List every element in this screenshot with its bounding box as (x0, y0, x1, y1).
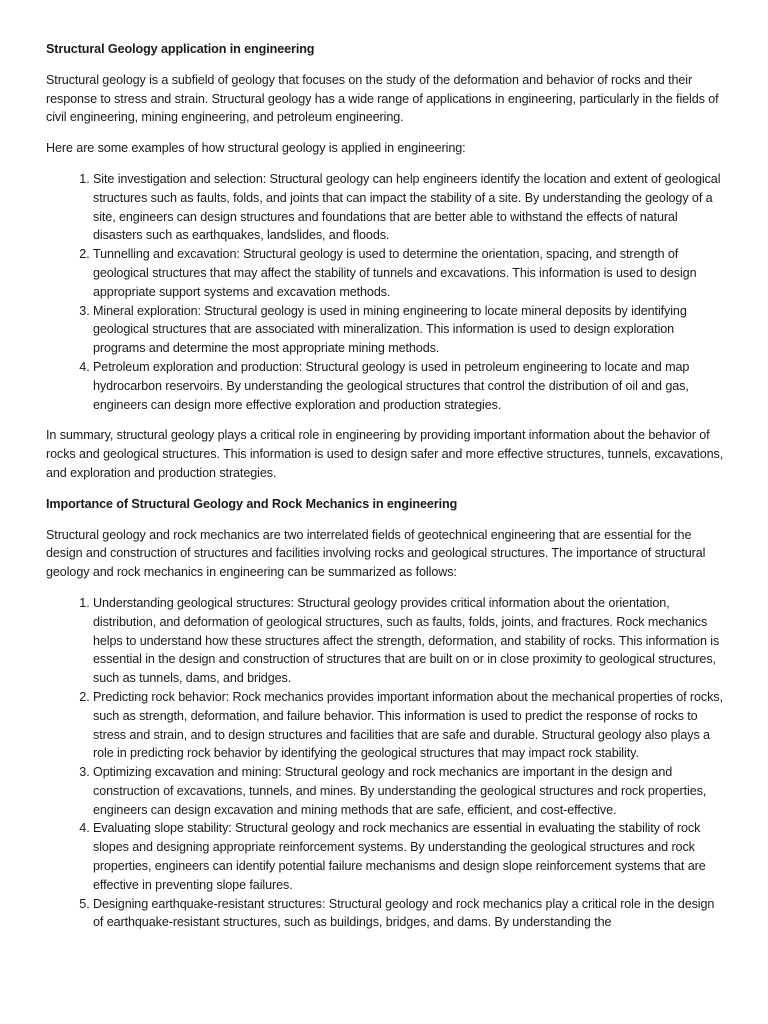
list-item: 2. Tunnelling and excavation: Structural geology is used to determine the orientation, spacing, and strength of geological structures that may affect the stability of tunnels and excavations. This information is used to design appropriate support systems and excavation methods. (93, 245, 726, 301)
list-item: 3. Optimizing excavation and mining: Structural geology and rock mechanics are important in the design and construction of excavations, tunnels, and mines. By understanding the geological structures and rock properties, engineers can design excavation and mining methods that are safe, efficient, and cost-effective. (93, 763, 726, 819)
list-item: 2. Predicting rock behavior: Rock mechanics provides important information about the mechanical properties of rocks, such as strength, deformation, and failure behavior. This information is used to predict the response of rocks to stress and strain, and to design structures and facilities that are safe and durable. Structural geology also plays a role in predicting rock behavior by identifying the geological structures that may impact rock stability. (93, 688, 726, 763)
section-2-list (46, 594, 726, 932)
section-2-intro: Structural geology and rock mechanics are two interrelated fields of geotechnical engineering that are essential for the design and construction of structures and facilities involving rocks and geological structures. The importance of structural geology and rock mechanics in engineering can be summarized as follows: (46, 527, 706, 580)
list-item: 4. Petroleum exploration and production: Structural geology is used in petroleum engineering to locate and map hydrocarbon reservoirs. By understanding the geological structures that control the distribution of oil and gas, engineers can design more effective exploration and production strategies. (93, 358, 726, 414)
section-1-intro: Structural geology is a subfield of geology that focuses on the study of the deformation and behavior of rocks and their response to stress and strain. Structural geology has a wide range of applications in engineering, particularly in the fields of civil engineering, mining engineering, and petroleum engineering. (46, 72, 719, 125)
document-page (46, 40, 726, 944)
list-item: 4. Evaluating slope stability: Structural geology and rock mechanics are essential in evaluating the stability of rock slopes and designing appropriate reinforcement systems. By understanding the geological structures and rock properties, engineers can identify potential failure mechanisms and design slope reinforcement systems that are effective in preventing slope failures. (93, 819, 726, 894)
list-item: 3. Mineral exploration: Structural geology is used in mining engineering to locate mineral deposits by identifying geological structures that are associated with mineralization. This information is used to design exploration programs and determine the most appropriate mining methods. (93, 302, 726, 358)
list-item: 5. Designing earthquake-resistant structures: Structural geology and rock mechanics play a critical role in the design of earthquake-resistant structures, such as buildings, bridges, and dams. By understanding the (93, 895, 726, 933)
section-1-title: Structural Geology application in engineering (46, 42, 315, 56)
section-1-summary: In summary, structural geology plays a critical role in engineering by providing important information about the behavior of rocks and geological structures. This information is used to design safer and more effective structures, tunnels, excavations, and exploration and production strategies. (46, 428, 724, 480)
list-item: 1. Understanding geological structures: Structural geology provides critical information about the orientation, distribution, and deformation of geological structures, such as faults, folds, joints, and fractures. Rock mechanics helps to understand how these structures affect the strength, deformation, and stability of rocks. This information is essential in the design and construction of structures that are built on or in close proximity to geological structures, such as tunnels, dams, and bridges. (93, 594, 726, 688)
section-1-list (46, 170, 726, 414)
section-1-lead: Here are some examples of how structural geology is applied in engineering: (46, 141, 466, 156)
section-2-title: Importance of Structural Geology and Rock Mechanics in engineering (46, 496, 458, 511)
list-item: 1. Site investigation and selection: Structural geology can help engineers identify the location and extent of geological structures such as faults, folds, and joints that can impact the stability of a site. By understanding the geology of a site, engineers can design structures and foundations that are better able to withstand the effects of natural disasters such as earthquakes, landslides, and floods. (93, 170, 726, 245)
